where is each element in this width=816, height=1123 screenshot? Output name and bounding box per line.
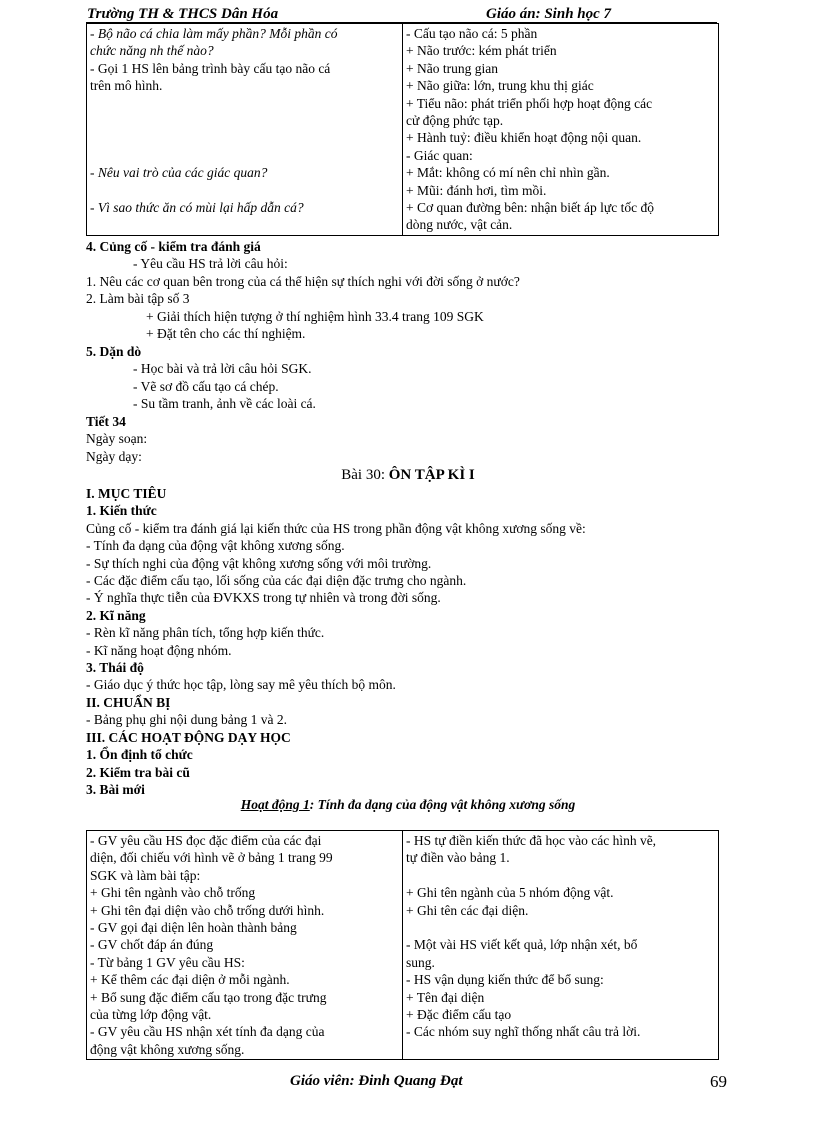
- table-line: - HS tự điền kiến thức đã học vào các hình vẽ,: [406, 833, 657, 848]
- student-column: [403, 24, 719, 236]
- activity-1-title: [0, 796, 816, 813]
- lesson-meta: [86, 413, 726, 465]
- lesson-table-2: [86, 830, 719, 1060]
- text-line: Củng cố - kiểm tra đánh giá lại kiến thức của HS trong phần động vật không xương sống về:: [86, 520, 586, 536]
- table-line: - Các nhóm suy nghĩ thống nhất câu trả lời.: [406, 1024, 641, 1040]
- table-line: + Hành tuỷ: điều khiển hoạt động nội quan.: [406, 130, 642, 146]
- table-line: - Vì sao thức ăn có mùi lại hấp dẫn cá?: [90, 199, 304, 215]
- lesson-table-1: [86, 23, 719, 236]
- table-line: - Giác quan:: [406, 147, 473, 163]
- table-line: + Kể thêm các đại diện ở mỗi ngành.: [90, 972, 290, 988]
- page-number: 69: [710, 1072, 727, 1091]
- table-line: trên mô hình.: [90, 78, 163, 94]
- sub-heading: 2. Kiểm tra bài cũ: [86, 764, 190, 780]
- text-line: + Giải thích hiện tượng ở thí nghiệm hình 33.4 trang 109 SGK: [146, 308, 484, 324]
- text-line: - Rèn kĩ năng phân tích, tổng hợp kiến thức.: [86, 625, 325, 641]
- text-line: - Vẽ sơ đồ cấu tạo cá chép.: [133, 378, 279, 394]
- sub-heading: 1. Ổn định tổ chức: [86, 747, 193, 763]
- table-line: + Mũi: đánh hơi, tìm mồi.: [406, 182, 547, 198]
- table-line: + Não trước: kém phát triển: [406, 43, 557, 59]
- lesson-number: Tiết 34: [86, 414, 126, 429]
- table-line: - Gọi 1 HS lên bảng trình bày cấu tạo não cá: [90, 60, 331, 76]
- text-line: - Su tầm tranh, ảnh về các loài cá.: [133, 396, 316, 412]
- table-line: - GV gọi đại diện lên hoàn thành bảng: [90, 920, 297, 936]
- table-line: - Bộ não cá chia làm mấy phần? Mỗi phần có: [90, 26, 338, 41]
- table-line: tự điền vào bảng 1.: [406, 850, 510, 866]
- table-line: + Tên đại diện: [406, 989, 485, 1005]
- lesson-title-prefix: Bài 30:: [341, 467, 389, 483]
- section-homework: [86, 343, 726, 413]
- text-line: - Tính đa dạng của động vật không xương sống.: [86, 538, 345, 554]
- text-line: - Yêu cầu HS trả lời câu hỏi:: [133, 256, 288, 272]
- subject-title: Giáo án: Sinh học 7: [486, 6, 612, 22]
- student-column: [403, 831, 719, 1060]
- prep-date: Ngày soạn:: [86, 431, 148, 447]
- table-line: diện, đối chiếu với hình vẽ ở bảng 1 trang 99: [90, 850, 333, 866]
- section-heading: 5. Dặn dò: [86, 344, 142, 359]
- table-line: - GV chốt đáp án đúng: [90, 937, 214, 953]
- table-line: + Bổ sung đặc điểm cấu tạo trong đặc trưng: [90, 989, 327, 1005]
- section-heading: 4. Củng cố - kiểm tra đánh giá: [86, 239, 261, 254]
- table-line: động vật không xương sống.: [90, 1041, 245, 1057]
- text-line: - Các đặc điểm cấu tạo, lối sống của các đại diện đặc trưng cho ngành.: [86, 573, 467, 589]
- section-heading: III. CÁC HOẠT ĐỘNG DẠY HỌC: [86, 729, 291, 745]
- lesson-title-main: ÔN TẬP KÌ I: [388, 467, 475, 483]
- sub-heading: 3. Thái độ: [86, 660, 144, 676]
- table-line: - HS vận dụng kiến thức để bổ sung:: [406, 972, 604, 988]
- table-line: - Một vài HS viết kết quả, lớp nhận xét, bổ: [406, 937, 638, 953]
- text-line: - Giáo dục ý thức học tập, lòng say mê yêu thích bộ môn.: [86, 677, 396, 693]
- table-line: + Ghi tên đại diện vào chỗ trống dưới hình.: [90, 902, 325, 918]
- text-line: - Sự thích nghi của động vật không xương sống với môi trường.: [86, 555, 432, 571]
- table-line: của từng lớp động vật.: [90, 1007, 212, 1023]
- sub-heading: 2. Kĩ năng: [86, 607, 146, 623]
- table-line: - GV yêu cầu HS đọc đặc điểm của các đại: [90, 833, 322, 848]
- table-line: + Ghi tên ngành của 5 nhóm động vật.: [406, 885, 614, 901]
- table-line: + Cơ quan đường bên: nhận biết áp lực tốc độ: [406, 200, 654, 216]
- text-line: + Đặt tên cho các thí nghiệm.: [146, 326, 306, 342]
- section-heading: I. MỤC TIÊU: [86, 486, 167, 501]
- table-line: + Não trung gian: [406, 60, 498, 76]
- table-line: SGK và làm bài tập:: [90, 867, 201, 883]
- activity-1-text: : Tính đa dạng của động vật không xương sống: [309, 797, 576, 812]
- text-line: - Học bài và trả lời câu hỏi SGK.: [133, 361, 312, 377]
- table-line: + Ghi tên các đại diện.: [406, 902, 529, 918]
- table-line: dòng nước, vật cản.: [406, 217, 513, 233]
- sub-heading: 3. Bài mới: [86, 781, 145, 797]
- section-objectives: [86, 485, 726, 798]
- section-heading: II. CHUẨN BỊ: [86, 694, 171, 710]
- school-name: Trường TH & THCS Dân Hóa: [87, 6, 279, 22]
- table-line: + Não giữa: lớn, trung khu thị giác: [406, 78, 594, 94]
- table-line: chức năng nh thế nào?: [90, 43, 214, 59]
- table-line: + Đặc điểm cấu tạo: [406, 1007, 512, 1023]
- teach-date: Ngày dạy:: [86, 448, 142, 464]
- table-line: - Từ bảng 1 GV yêu cầu HS:: [90, 954, 245, 970]
- text-line: - Bảng phụ ghi nội dung bảng 1 và 2.: [86, 712, 287, 728]
- teacher-column: [87, 831, 403, 1060]
- table-line: + Mắt: không có mí nên chỉ nhìn gần.: [406, 165, 610, 181]
- text-line: 2. Làm bài tập số 3: [86, 291, 190, 307]
- teacher-name: Giáo viên: Đinh Quang Đạt: [290, 1073, 463, 1089]
- teacher-column: [87, 24, 403, 236]
- table-line: + Ghi tên ngành vào chỗ trống: [90, 885, 256, 901]
- text-line: 1. Nêu các cơ quan bên trong của cá thể hiện sự thích nghi với đời sống ở nước?: [86, 273, 520, 289]
- text-line: - Kĩ năng hoạt động nhóm.: [86, 642, 232, 658]
- table-line: sung.: [406, 954, 435, 970]
- activity-1-label: Hoạt động 1: [240, 797, 310, 812]
- table-line: - Cấu tạo não cá: 5 phần: [406, 26, 538, 41]
- text-line: - Ý nghĩa thực tiễn của ĐVKXS trong tự nhiên và trong đời sống.: [86, 590, 441, 606]
- table-line: cử động phức tạp.: [406, 113, 504, 129]
- lesson-title: [0, 467, 816, 484]
- section-review: [86, 238, 726, 342]
- table-line: - GV yêu cầu HS nhận xét tính đa dạng của: [90, 1024, 325, 1040]
- sub-heading: 1. Kiến thức: [86, 503, 157, 519]
- table-line: + Tiểu não: phát triển phối hợp hoạt động các: [406, 95, 653, 111]
- table-line: - Nêu vai trò của các giác quan?: [90, 165, 268, 181]
